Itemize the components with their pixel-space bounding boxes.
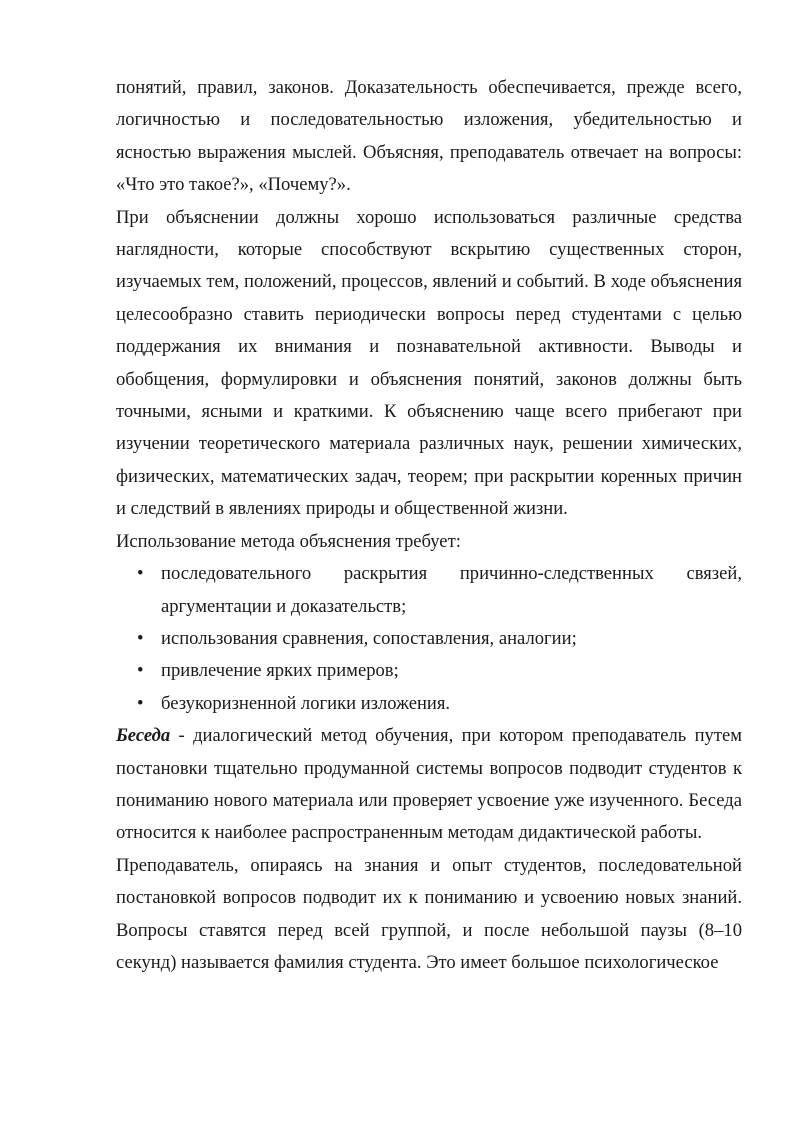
- term-conversation: Беседа: [116, 725, 171, 747]
- document-page: [116, 72, 742, 979]
- list-item: [116, 558, 742, 623]
- paragraph-conversation-text: - диалогический метод обучения, при котором преподаватель путем постановки тщательно продуманной системы вопросов подводит студентов к пониманию нового материала или проверяет усвоение уже изученного. Беседа относится к наиболее распространенным методам дидактической работы.: [116, 725, 742, 844]
- paragraph-explanation: При объяснении должны хорошо использоваться различные средства наглядности, которые способствуют вскрытию существенных сторон, изучаемых тем, положений, процессов, явлений и событий. В ходе объяснения целесообразно ставить периодически вопросы перед студентами с целью поддержания их внимания и познавательной активности. Выводы и обобщения, формулировки и объяснения понятий, законов должны быть точными, ясными и краткими. К объяснению чаще всего прибегают при изучении теоретического материала различных наук, решении химических, физических, математических задач, теорем; при раскрытии коренных причин и следствий в явлениях природы и общественной жизни.: [116, 206, 742, 520]
- bullet-icon: •: [137, 627, 144, 649]
- paragraph-requirements-intro: Использование метода объяснения требует:: [116, 530, 461, 552]
- paragraph-conversation: [116, 720, 742, 850]
- list-item: [116, 623, 742, 655]
- bullet-icon: •: [137, 660, 144, 682]
- bullet-icon: •: [137, 563, 144, 585]
- paragraph-proof: понятий, правил, законов. Доказательность обеспечивается, прежде всего, логичностью и последовательностью изложения, убедительностью и ясностью выражения мыслей. Объясняя, преподаватель отвечает на вопросы: «Что это такое?», «Почему?».: [116, 77, 742, 196]
- list-item: [116, 655, 742, 687]
- requirements-list: [116, 558, 742, 720]
- bullet-icon: •: [137, 692, 144, 714]
- list-item: [116, 688, 742, 720]
- list-item-text: безукоризненной логики изложения.: [161, 692, 451, 714]
- list-item-text: использования сравнения, сопоставления, аналогии;: [161, 627, 577, 649]
- list-item-text: привлечение ярких примеров;: [161, 660, 399, 682]
- list-item-text: последовательного раскрытия причинно-следственных связей, аргументации и доказательств;: [161, 563, 742, 617]
- paragraph-teacher: Преподаватель, опираясь на знания и опыт студентов, последовательной постановкой вопросов подводит их к пониманию и усвоению новых знаний. Вопросы ставятся перед всей группой, и после небольшой паузы (8–10 секунд) называется фамилия студента. Это имеет большое психологическое: [116, 854, 742, 973]
